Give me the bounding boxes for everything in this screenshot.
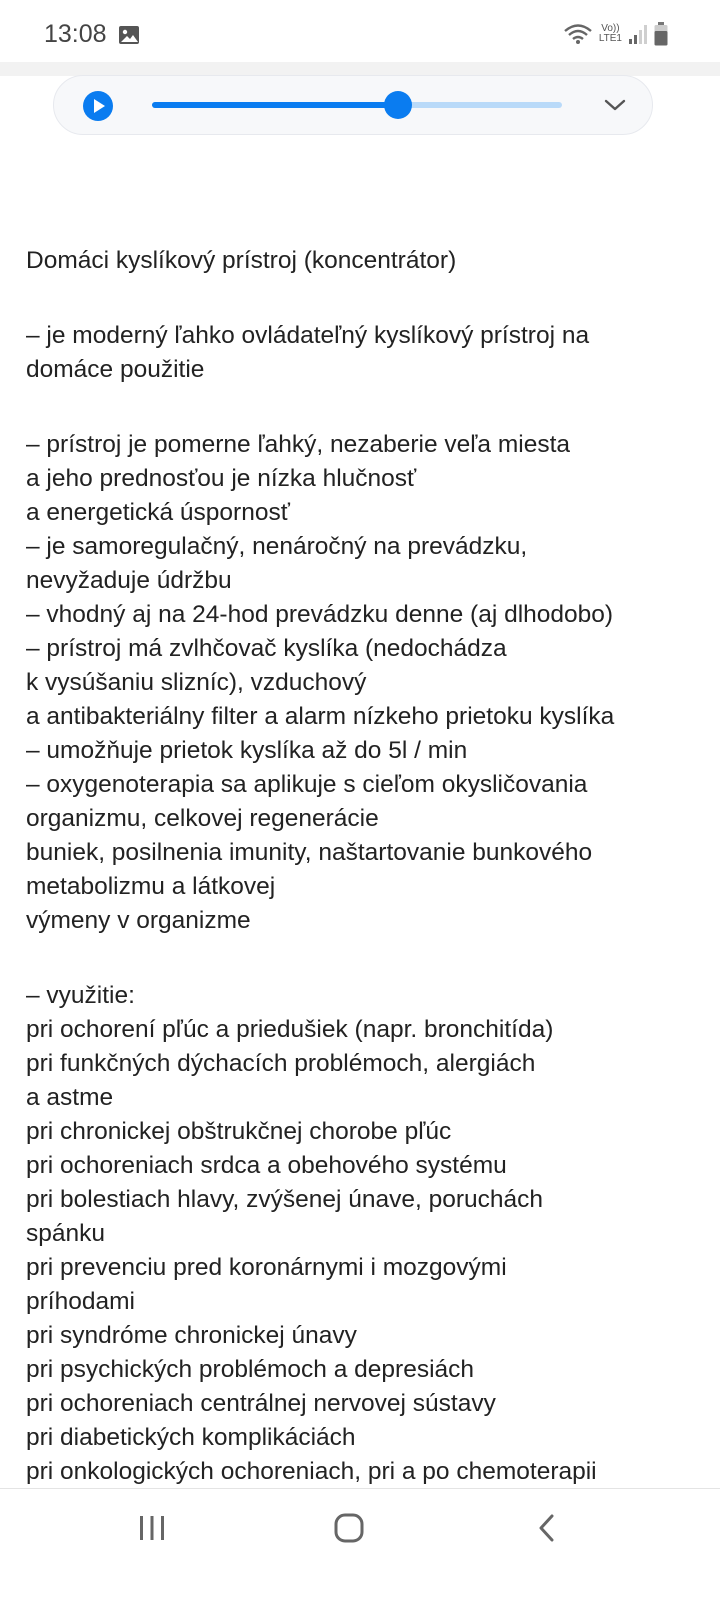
back-icon[interactable] [537, 1513, 557, 1543]
battery-icon [654, 22, 668, 46]
usage-line: a astme [26, 1084, 114, 1111]
intro-line: – je moderný ľahko ovládateľný kyslíkový prístroj na [26, 322, 590, 349]
feature-line: – vhodný aj na 24-hod prevádzku denne (aj dlhodobo) [26, 601, 614, 628]
audio-player [53, 75, 653, 135]
usage-line: pri funkčných dýchacích problémoch, alergiách [26, 1050, 536, 1077]
feature-line: – je samoregulačný, nenáročný na prevádzku, [26, 533, 528, 560]
feature-line: – umožňuje prietok kyslíka až do 5l / min [26, 737, 468, 764]
feature-line: metabolizmu a látkovej [26, 873, 276, 900]
intro-line: domáce použitie [26, 356, 205, 383]
feature-line: organizmu, celkovej regenerácie [26, 805, 379, 832]
feature-line: výmeny v organizme [26, 907, 251, 934]
home-icon[interactable] [334, 1513, 364, 1543]
status-indicators [563, 22, 668, 46]
usage-line: pri syndróme chronickej únavy [26, 1322, 357, 1349]
spacer [26, 278, 706, 319]
status-bar [0, 0, 720, 62]
feature-line: – oxygenoterapia sa aplikuje s cieľom okysličovania [26, 771, 588, 798]
seek-bar-progress [152, 102, 398, 108]
usage-line: pri ochoreniach srdca a obehového systému [26, 1152, 507, 1179]
usage-line: pri chronickej obštrukčnej chorobe pľúc [26, 1118, 452, 1145]
usage-line: pri ochoreniach centrálnej nervovej sústavy [26, 1390, 496, 1417]
spacer [26, 938, 706, 979]
seek-thumb[interactable] [384, 91, 412, 119]
chevron-down-icon[interactable] [602, 92, 628, 118]
usage-paragraph [26, 979, 706, 1489]
feature-line: a jeho prednosťou je nízka hlučnosť [26, 465, 417, 492]
article-body [26, 244, 706, 1489]
recent-apps-icon[interactable] [138, 1513, 166, 1543]
wifi-icon [563, 23, 593, 45]
usage-line: pri bolestiach hlavy, zvýšenej únave, poruchách [26, 1186, 544, 1213]
network-type [599, 24, 622, 44]
usage-line: pri prevenciu pred koronárnymi i mozgovými [26, 1254, 507, 1281]
status-time: 13:08 [44, 20, 107, 48]
header-divider [0, 62, 720, 76]
signal-icon [628, 23, 650, 45]
usage-line: príhodami [26, 1288, 135, 1315]
gallery-icon [118, 25, 140, 45]
usage-line: pri diabetických komplikáciách [26, 1424, 356, 1451]
lte-label: LTE1 [598, 33, 622, 44]
usage-line: spánku [26, 1220, 106, 1247]
feature-line: buniek, posilnenia imunity, naštartovanie bunkového [26, 839, 593, 866]
usage-line: pri onkologických ochoreniach, pri a po chemoterapii [26, 1458, 597, 1485]
usage-line: pri psychických problémoch a depresiách [26, 1356, 475, 1383]
navigation-bar [0, 1488, 720, 1601]
feature-line: a energetická úspornosť [26, 499, 290, 526]
feature-line: – prístroj má zvlhčovač kyslíka (nedochádza [26, 635, 507, 662]
feature-line: nevyžaduje údržbu [26, 567, 232, 594]
volte-label: Vo)) [601, 23, 620, 34]
article-title: Domáci kyslíkový prístroj (koncentrátor) [26, 247, 457, 274]
usage-line: – využitie: [26, 982, 135, 1009]
seek-bar[interactable] [152, 102, 562, 108]
spacer [26, 387, 706, 428]
features-paragraph [26, 428, 706, 938]
feature-line: – prístroj je pomerne ľahký, nezaberie veľa miesta [26, 431, 571, 458]
intro-paragraph [26, 319, 706, 387]
feature-line: a antibakteriálny filter a alarm nízkeho prietoku kyslíka [26, 703, 615, 730]
play-icon[interactable] [83, 91, 113, 121]
usage-line: pri ochorení pľúc a priedušiek (napr. bronchitída) [26, 1016, 554, 1043]
feature-line: k vysúšaniu slizníc), vzduchový [26, 669, 367, 696]
